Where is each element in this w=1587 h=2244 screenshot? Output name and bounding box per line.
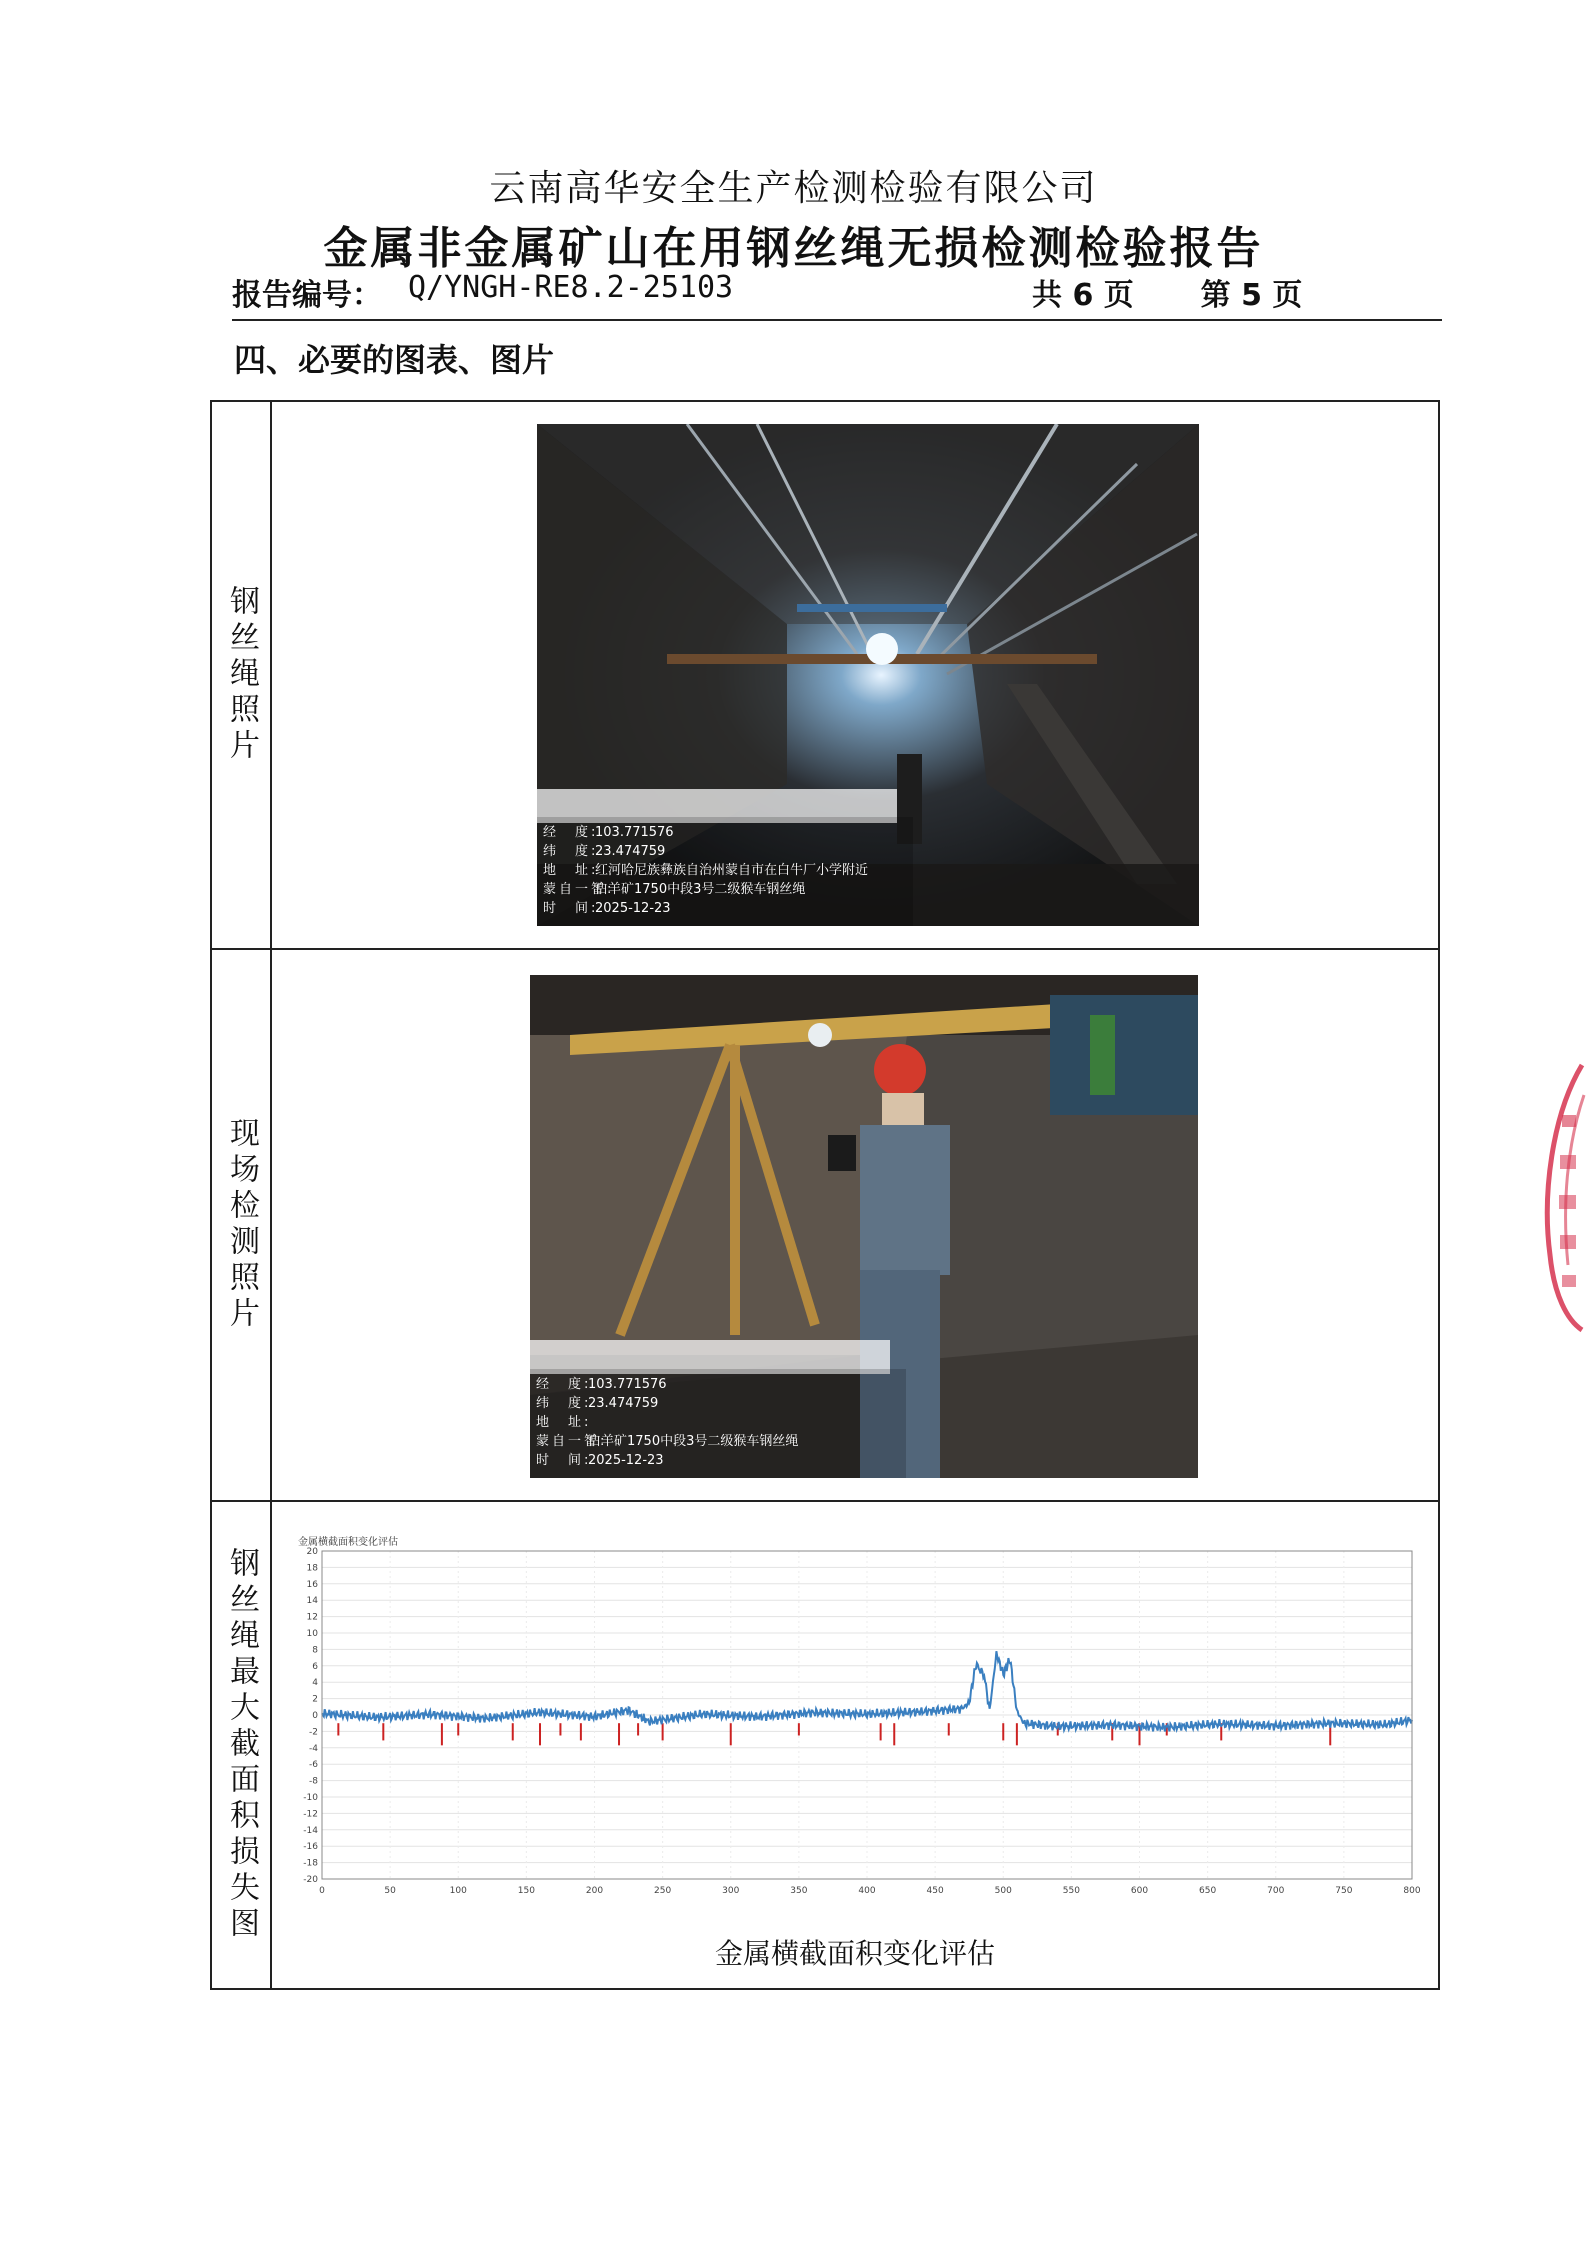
- time-label: 时 间:: [543, 901, 599, 916]
- y-tick-label: -14: [303, 1825, 318, 1836]
- chart-caption: 金属横截面积变化评估: [714, 1937, 995, 1970]
- y-tick-label: -10: [303, 1793, 318, 1803]
- y-tick-label: -2: [309, 1727, 318, 1738]
- latitude: 23.474759: [588, 1396, 659, 1411]
- company-name: 云南高华安全生产检测检验有限公司: [489, 168, 1098, 209]
- site-photo-label: 现场检测照片: [224, 1117, 259, 1333]
- page-indicator: [1032, 270, 1302, 314]
- x-tick-label: 650: [1199, 1886, 1217, 1896]
- photo-time: 2025-12-23: [595, 901, 671, 916]
- pages-total: 共 6 页: [1032, 278, 1134, 313]
- y-tick-label: 14: [306, 1596, 318, 1607]
- page-current: 第 5 页: [1200, 278, 1303, 313]
- y-tick-label: 16: [306, 1579, 318, 1590]
- x-tick-label: 400: [858, 1886, 876, 1896]
- y-tick-label: 20: [306, 1547, 318, 1557]
- y-tick-label: 8: [312, 1645, 318, 1656]
- x-tick-label: 250: [654, 1886, 672, 1896]
- x-tick-label: 350: [790, 1886, 808, 1896]
- time-label: 时 间:: [536, 1453, 592, 1468]
- loss-chart: [290, 1535, 1428, 1907]
- rope-photo-row: [212, 402, 1438, 950]
- x-tick-label: 450: [926, 1886, 944, 1896]
- note: 白羊矿1750中段3号二级猴车钢丝绳: [588, 1434, 799, 1449]
- y-tick-label: 18: [306, 1563, 318, 1574]
- y-tick-label: -8: [309, 1776, 318, 1787]
- photo-watermark: [530, 1369, 906, 1478]
- x-tick-label: 0: [319, 1886, 325, 1896]
- header-rule: [232, 319, 1442, 321]
- address-label: 地 址:: [536, 1415, 592, 1430]
- rope-photo: [537, 424, 1199, 926]
- site-photo-row: [212, 950, 1438, 1502]
- address: 红河哈尼族彝族自治州蒙自市在白牛厂小学附近: [595, 863, 869, 878]
- lon-label: 经 度:: [536, 1377, 592, 1392]
- rope-photo-label: 钢丝绳照片: [224, 585, 259, 765]
- report-number: Q/YNGH-RE8.2-25103: [408, 270, 734, 305]
- x-tick-label: 150: [517, 1886, 535, 1896]
- x-tick-label: 550: [1062, 1886, 1080, 1896]
- y-tick-label: -18: [303, 1858, 318, 1869]
- y-tick-label: -20: [303, 1875, 318, 1885]
- rope-photo-label-cell: [212, 402, 272, 948]
- x-tick-label: 200: [585, 1886, 604, 1896]
- longitude: 103.771576: [588, 1377, 667, 1392]
- y-tick-label: 4: [312, 1678, 318, 1689]
- x-tick-label: 500: [994, 1886, 1012, 1896]
- note-label: 蒙自一智:: [536, 1434, 608, 1449]
- x-tick-label: 100: [449, 1886, 467, 1896]
- y-tick-label: 0: [312, 1711, 318, 1721]
- note: 白羊矿1750中段3号二级猴车钢丝绳: [595, 882, 806, 897]
- lon-label: 经 度:: [543, 825, 599, 840]
- x-tick-label: 50: [384, 1886, 396, 1896]
- y-tick-label: -6: [309, 1760, 318, 1771]
- photo-watermark: [537, 817, 913, 926]
- chart-row-label: 钢丝绳最大截面积损失图: [224, 1547, 259, 1943]
- note-label: 蒙自一智:: [543, 882, 615, 897]
- y-tick-label: -16: [303, 1842, 318, 1853]
- address-label: 地 址:: [543, 863, 599, 878]
- lat-label: 纬 度:: [543, 844, 599, 859]
- lat-label: 纬 度:: [536, 1396, 592, 1411]
- y-tick-label: 10: [306, 1629, 318, 1639]
- longitude: 103.771576: [595, 825, 674, 840]
- x-tick-label: 700: [1267, 1886, 1285, 1896]
- site-photo: [530, 975, 1198, 1478]
- site-photo-label-cell: [212, 950, 272, 1500]
- section-heading: 四、必要的图表、图片: [234, 341, 555, 379]
- report-meta-row: [232, 270, 1442, 313]
- photo-time: 2025-12-23: [588, 1453, 664, 1468]
- y-tick-label: -12: [303, 1809, 318, 1820]
- y-tick-label: 2: [312, 1694, 318, 1705]
- y-tick-label: -4: [309, 1743, 318, 1754]
- x-tick-label: 750: [1335, 1886, 1353, 1896]
- red-seal-stamp: [1532, 1055, 1587, 1335]
- report-number-label: 报告编号：: [232, 278, 382, 313]
- y-tick-label: 6: [312, 1661, 318, 1672]
- chart-title: 金属横截面积变化评估: [298, 1537, 398, 1548]
- x-tick-label: 600: [1130, 1886, 1149, 1896]
- x-tick-label: 800: [1403, 1886, 1421, 1896]
- report-title: 金属非金属矿山在用钢丝绳无损检测检验报告: [323, 223, 1264, 274]
- latitude: 23.474759: [595, 844, 666, 859]
- loss-chart-svg: [290, 1535, 1428, 1907]
- y-tick-label: 12: [306, 1612, 318, 1623]
- chart-label-cell: [212, 1502, 272, 1988]
- x-tick-label: 300: [722, 1886, 740, 1896]
